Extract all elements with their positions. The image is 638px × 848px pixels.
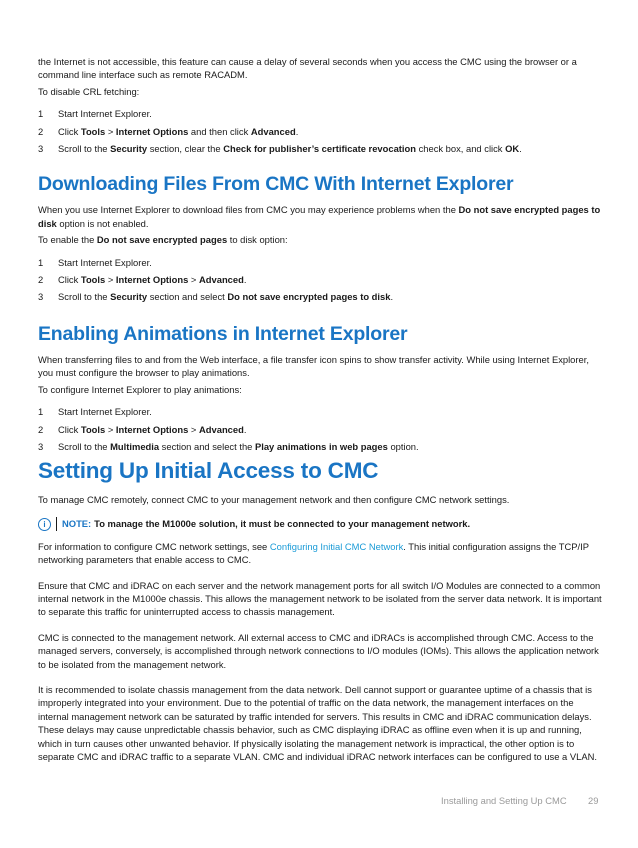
- list-item: 2 Click Tools > Internet Options > Advanced.: [38, 274, 247, 286]
- note-callout: [38, 517, 603, 531]
- list-item: 3 Scroll to the Security section and select Do not save encrypted pages to disk.: [38, 291, 394, 303]
- info-icon: i: [38, 518, 51, 531]
- page-number: 29: [588, 795, 599, 806]
- note-label: NOTE:: [62, 517, 92, 529]
- animation-steps: [38, 405, 603, 453]
- setup-paragraph-1: To manage CMC remotely, connect CMC to your management network and then configure CMC network settings.: [38, 494, 510, 506]
- download-paragraph-1: When you use Internet Explorer to download files from CMC you may experience problems when the Do not save encrypted pages to disk option is not enabled.: [38, 204, 601, 229]
- intro-paragraph: the Internet is not accessible, this feature can cause a delay of several seconds when you access the CMC using the browser or a command line interface such as remote RACADM.: [38, 56, 577, 81]
- configuring-network-link[interactable]: Configuring Initial CMC Network: [269, 540, 404, 552]
- heading-downloading-files: Downloading Files From CMC With Internet Explorer: [38, 173, 514, 196]
- list-item: 1 Start Internet Explorer.: [38, 108, 152, 120]
- setup-paragraph-4: CMC is connected to the management network. All external access to CMC and iDRACs is accomplished through CMC. Access to the managed servers, conversely, is accomplished through network connections to I/O modules (IOMs). This allows the application network to be isolated from the management network.: [38, 631, 599, 670]
- animations-paragraph-1: When transferring files to and from the Web interface, a file transfer icon spins to show transfer activity. While using Internet Explorer, you must configure the browser to play animations.: [38, 353, 589, 379]
- setup-paragraph-2: For information to configure CMC network settings, see Configuring Initial CMC Network. This initial configuration assigns the TCP/IP networking parameters that enable access to CMC.: [38, 540, 589, 566]
- footer-title: Installing and Setting Up CMC: [441, 795, 567, 806]
- setup-paragraph-3: Ensure that CMC and iDRAC on each server and the network management ports for all switch I/O Modules are connected to a common internal network in the M1000e chassis. This allows the management network to be isolated from the server data network. It is important to separate this traffic for uninterrupted access to chassis management.: [38, 579, 602, 618]
- note-divider: [56, 517, 57, 531]
- list-item: 3 Scroll to the Security section, clear the Check for publisher’s certificate revocation check box, and click OK.: [38, 143, 522, 155]
- animations-paragraph-2: To configure Internet Explorer to play animations:: [38, 383, 242, 395]
- note-text: To manage the M1000e solution, it must be connected to your management network.: [94, 517, 471, 529]
- download-paragraph-2: To enable the Do not save encrypted pages to disk option:: [38, 234, 288, 246]
- crl-steps: [38, 107, 603, 155]
- heading-enabling-animations: Enabling Animations in Internet Explorer: [38, 322, 408, 345]
- list-item: 2 Click Tools > Internet Options > Advanced.: [38, 423, 247, 435]
- download-steps: [38, 256, 603, 304]
- page-content: [38, 55, 603, 763]
- disable-crl-label: To disable CRL fetching:: [38, 85, 140, 97]
- list-item: 2 Click Tools > Internet Options and then click Advanced.: [38, 125, 299, 137]
- setup-paragraph-5: It is recommended to isolate chassis management from the data network. Dell cannot support or guarantee uptime of a chassis that is improperly integrated into your environment. Due to the potential of traffic on the data network, the management interfaces on the internal management network can be saturated by traffic intended for servers. This results in CMC and iDRAC communication delays. These delays may cause unpredictable chassis behavior, such as CMC displaying iDRAC as offline even when it is up and running, which in turn causes other unwanted behavior. If physically isolating the management network is impractical, the other option is to separate CMC and iDRAC traffic to a separate VLAN. CMC and individual iDRAC network interfaces can be configured to use a VLAN.: [38, 683, 597, 762]
- list-item: 1 Start Internet Explorer.: [38, 406, 152, 418]
- heading-setting-up-access: Setting Up Initial Access to CMC: [38, 458, 379, 484]
- list-item: 3 Scroll to the Multimedia section and select the Play animations in web pages option.: [38, 440, 419, 452]
- list-item: 1 Start Internet Explorer.: [38, 256, 152, 268]
